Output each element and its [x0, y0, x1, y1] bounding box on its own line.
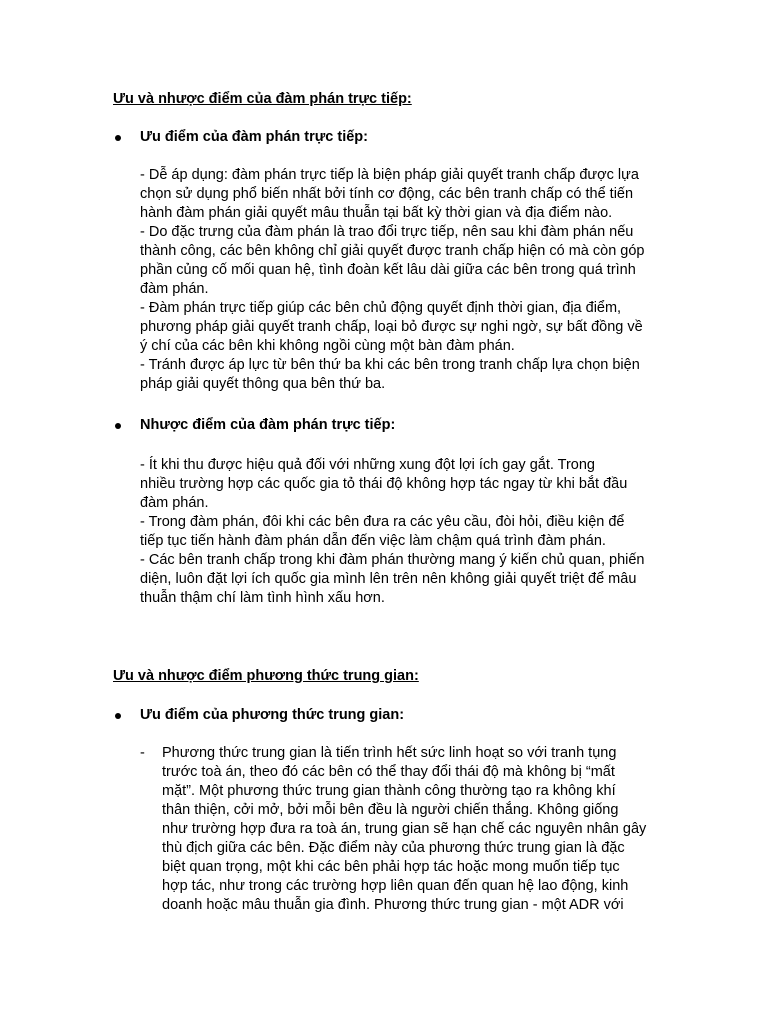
text-line: - Dễ áp dụng: đàm phán trực tiếp là biện pháp giải quyết tranh chấp được lựa	[140, 167, 639, 183]
text-line: biệt quan trọng, một khi các bên phải hợp tác hoặc mong muốn tiếp tục	[162, 859, 620, 875]
text-line: trước toà án, theo đó các bên có thể thay đổi thái độ mà không bị “mất	[162, 764, 615, 780]
bullet-icon	[113, 416, 123, 435]
text-line: ý chí của các bên khi không ngồi cùng một bàn đàm phán.	[140, 338, 515, 354]
text-line: pháp giải quyết thông qua bên thứ ba.	[140, 376, 386, 392]
text-line: chọn sử dụng phổ biến nhất bởi tính cơ động, các bên tranh chấp có thể tiến	[140, 186, 634, 202]
section2-pros-text	[162, 744, 697, 915]
text-line: thuẫn thậm chí làm tình hình xấu hơn.	[140, 590, 385, 606]
text-line: thành công, các bên không chỉ giải quyết được tranh chấp hiện có mà còn góp	[140, 243, 645, 259]
text-line: phần củng cố mối quan hệ, tình đoàn kết lâu dài giữa các bên trong quá trình	[140, 262, 636, 278]
text-line: phương pháp giải quyết tranh chấp, loại bỏ được sự nghi ngờ, sự bất đồng về	[140, 319, 643, 335]
section1-heading: Ưu và nhược điểm của đàm phán trực tiếp:	[113, 91, 412, 107]
text-line: nhiều trường hợp các quốc gia tỏ thái độ không hợp tác ngay từ khi bắt đầu	[140, 476, 628, 492]
section1-cons-text	[140, 456, 685, 608]
text-line: - Đàm phán trực tiếp giúp các bên chủ động quyết định thời gian, địa điểm,	[140, 300, 622, 316]
text-line: mặt”. Một phương thức trung gian thành công thường tạo ra không khí	[162, 783, 616, 799]
text-line: Phương thức trung gian là tiến trình hết sức linh hoạt so với tranh tụng	[162, 745, 617, 761]
text-line: doanh hoặc mâu thuẫn gia đình. Phương thức trung gian - một ADR với	[162, 897, 624, 913]
text-line: đàm phán.	[140, 495, 209, 511]
section2-pros-title: Ưu điểm của phương thức trung gian:	[140, 707, 405, 723]
text-line: - Các bên tranh chấp trong khi đàm phán thường mang ý kiến chủ quan, phiến	[140, 552, 645, 568]
bullet-icon	[113, 706, 123, 725]
text-line: - Trong đàm phán, đôi khi các bên đưa ra các yêu cầu, đòi hỏi, điều kiện để	[140, 514, 625, 530]
dash-marker: -	[140, 745, 145, 761]
bullet-icon	[113, 128, 123, 147]
text-line: - Ít khi thu được hiệu quả đối với những xung đột lợi ích gay gắt. Trong	[140, 457, 596, 473]
section1-pros-title: Ưu điểm của đàm phán trực tiếp:	[140, 129, 368, 145]
text-line: hợp tác, như trong các trường hợp liên quan đến quan hệ lao động, kinh	[162, 878, 629, 894]
text-line: như trường hợp đưa ra toà án, trung gian sẽ hạn chế các nguyên nhân gây	[162, 821, 647, 837]
text-line: thù địch giữa các bên. Đặc điểm này của phương thức trung gian là đặc	[162, 840, 625, 856]
section2-heading: Ưu và nhược điểm phương thức trung gian:	[113, 668, 419, 684]
text-line: - Tránh được áp lực từ bên thứ ba khi các bên trong tranh chấp lựa chọn biện	[140, 357, 640, 373]
text-line: đàm phán.	[140, 281, 209, 297]
text-line: diện, luôn đặt lợi ích quốc gia mình lên trên nên không giải quyết triệt để mâu	[140, 571, 637, 587]
section1-cons-title: Nhược điểm của đàm phán trực tiếp:	[140, 417, 396, 433]
text-line: - Do đặc trưng của đàm phán là trao đổi trực tiếp, nên sau khi đàm phán nếu	[140, 224, 634, 240]
text-line: hành đàm phán giải quyết mâu thuẫn tại bất kỳ thời gian và địa điểm nào.	[140, 205, 613, 221]
section1-pros-text	[140, 166, 685, 394]
text-line: tiếp tục tiến hành đàm phán dẫn đến việc làm chậm quá trình đàm phán.	[140, 533, 606, 549]
text-line: thân thiện, cởi mở, bởi mỗi bên đều là người chiến thắng. Không giống	[162, 802, 619, 818]
